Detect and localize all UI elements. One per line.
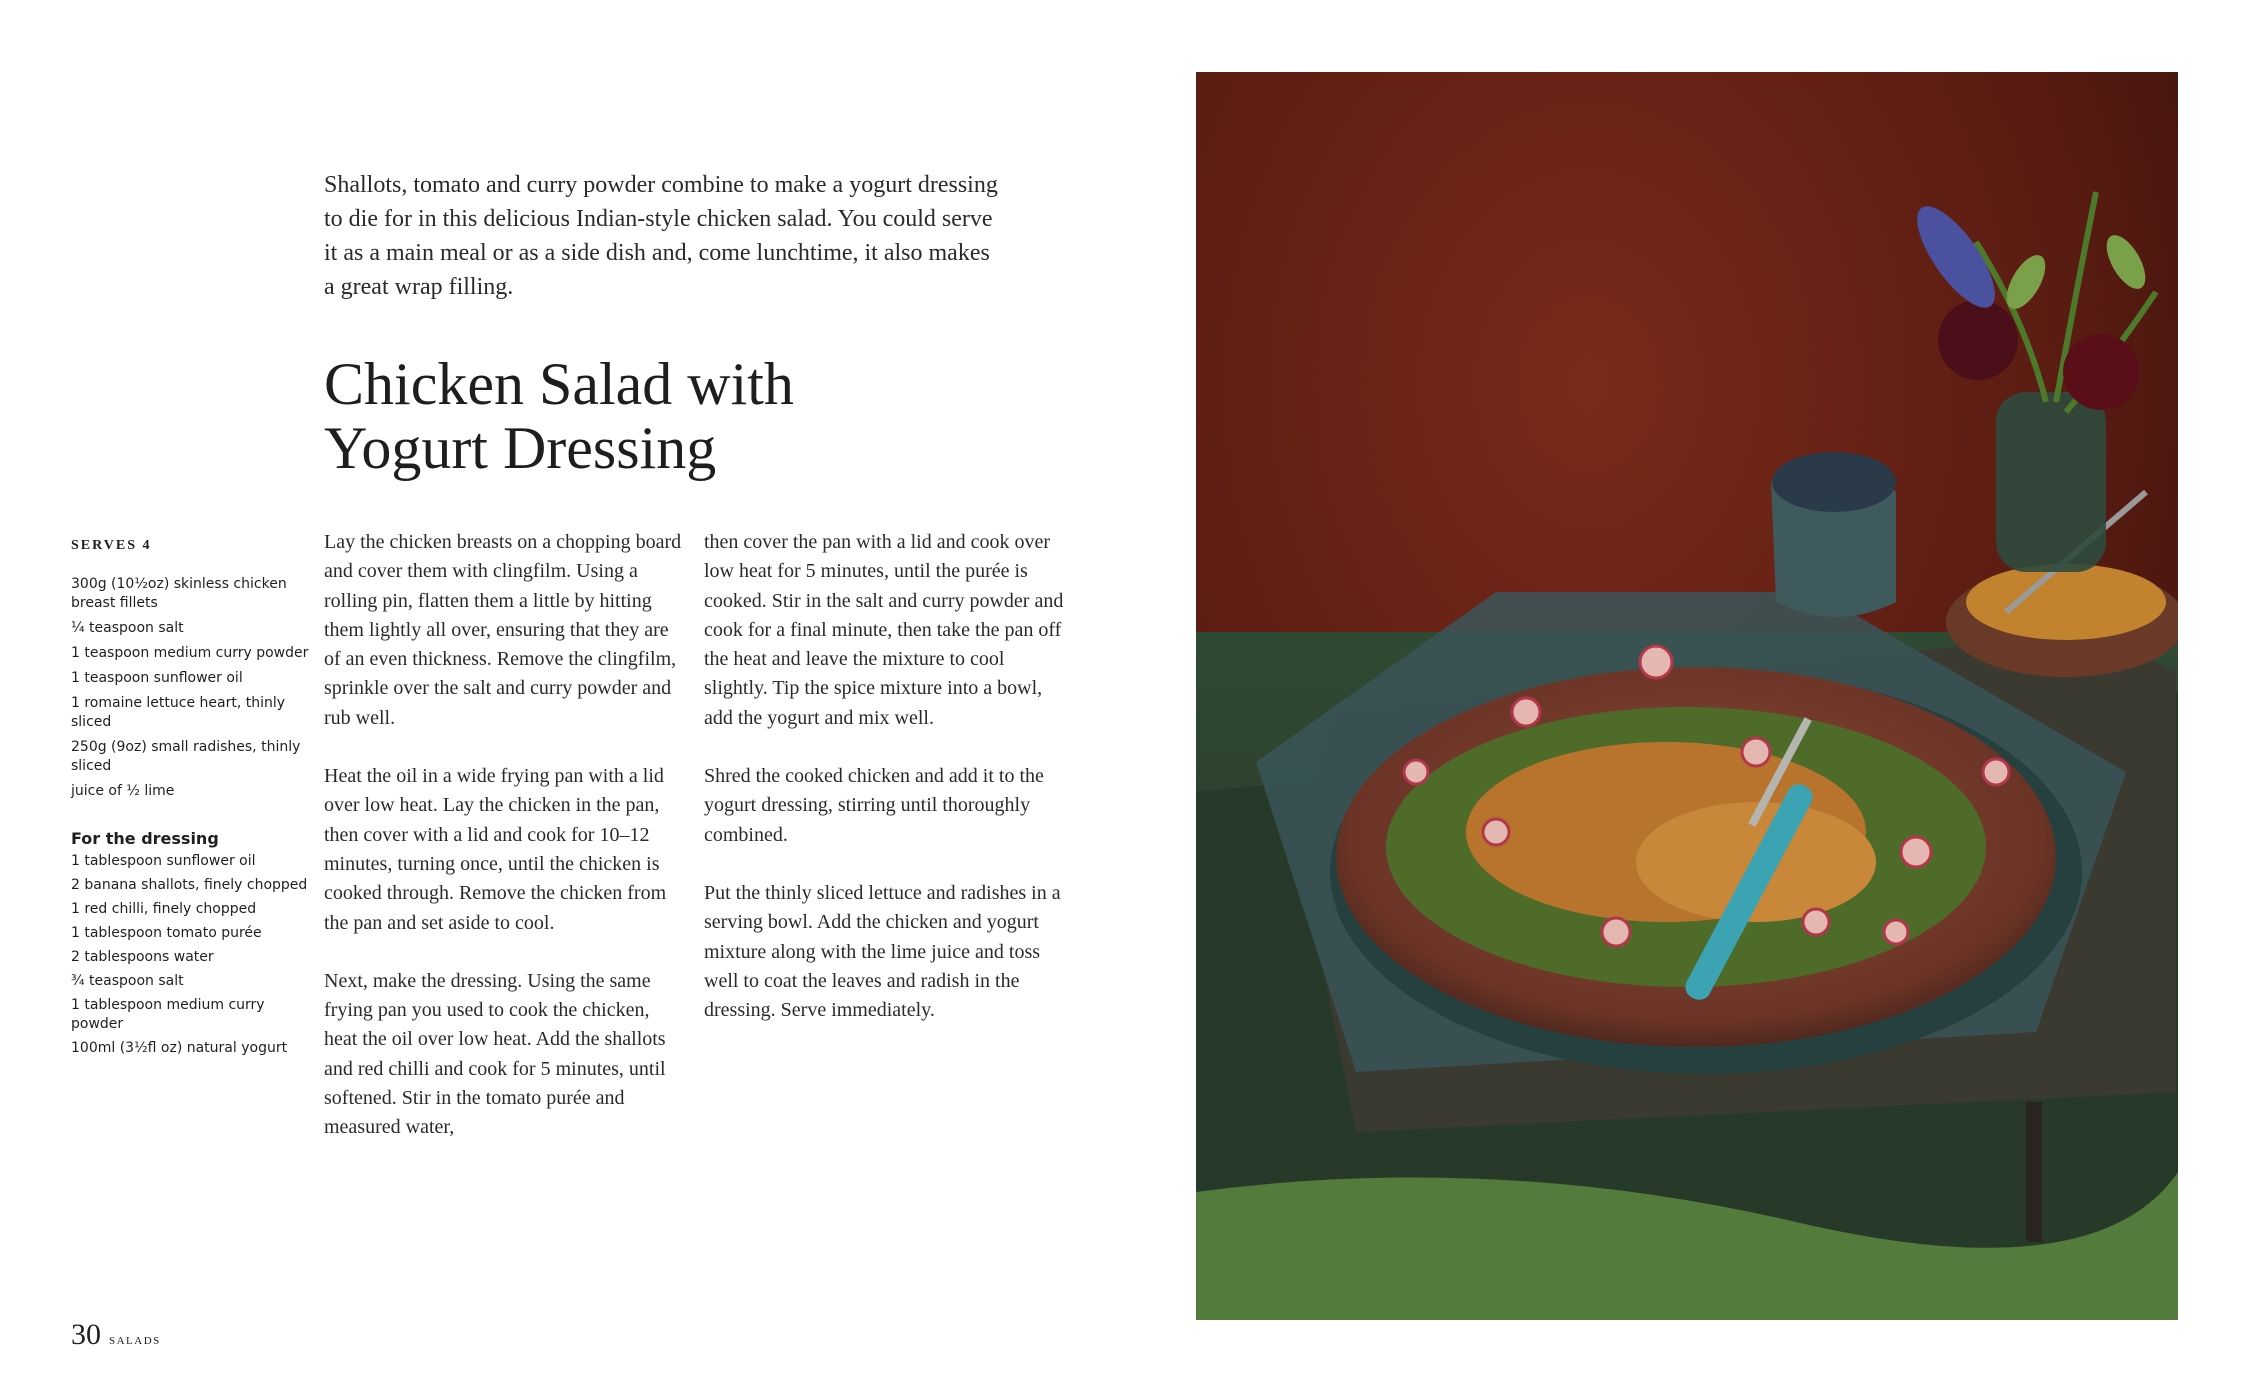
ingredient-item: juice of ½ lime (71, 783, 175, 799)
method-step-3-part-2: then cover the pan with a lid and cook over low heat for 5 minutes, until the purée is cooked. Stir in the salt and curry powder and cook for a final minute, then take the pan off the heat and leave the mixture to cool slightly. Tip the spice mixture into a bowl, add the yogurt and mix well. (704, 531, 1064, 729)
method-step-3-part-1: Next, make the dressing. Using the same frying pan you used to cook the chicken, heat the oil over low heat. Add the shallots and red chilli and cook for 5 minutes, until softened. Stir in the tomato purée and measured water, (324, 969, 666, 1139)
dressing-item: 1 tablespoon medium curry powder (71, 997, 265, 1032)
serves-label: SERVES 4 (71, 538, 152, 553)
dressing-item: 1 tablespoon tomato purée (71, 925, 262, 941)
method-step-5: Put the thinly sliced lettuce and radishes in a serving bowl. Add the chicken and yogurt mixture along with the lime juice and toss well to coat the leaves and radish in the dressing. Serve immediately. (704, 881, 1061, 1022)
ingredients-panel (71, 536, 311, 1063)
method-column-2 (704, 528, 1064, 1054)
method-step-4: Shred the cooked chicken and add it to the yogurt dressing, stirring until thoroughly combined. (704, 765, 1044, 846)
ingredient-item: 300g (10½oz) skinless chicken breast fillets (71, 576, 287, 611)
page-footer (71, 1318, 161, 1352)
ingredient-item: 1 romaine lettuce heart, thinly sliced (71, 695, 286, 730)
dressing-heading: For the dressing (71, 829, 219, 848)
dish-photo (1196, 72, 2178, 1320)
dressing-item: 100ml (3½fl oz) natural yogurt (71, 1040, 288, 1056)
dish-photo-illustration (1196, 72, 2178, 1320)
ingredient-item: ¼ teaspoon salt (71, 620, 184, 636)
ingredient-item: 1 teaspoon medium curry powder (71, 645, 309, 661)
ingredient-item: 250g (9oz) small radishes, thinly sliced (71, 739, 301, 774)
method-step-2: Heat the oil in a wide frying pan with a lid over low heat. Lay the chicken in the pan, then cover with a lid and cook for 10–12 minutes, turning once, until the chicken is cooked through. Remove the chicken from the pan and set aside to cool. (324, 765, 667, 934)
recipe-title (324, 352, 924, 480)
recipe-title-line-1: Chicken Salad with (324, 351, 794, 417)
method-column-1 (324, 528, 684, 1172)
dressing-ingredient-list (71, 852, 311, 1058)
section-name: salads (109, 1331, 161, 1348)
dressing-item: 1 tablespoon sunflower oil (71, 853, 256, 869)
dressing-item: 2 tablespoons water (71, 949, 214, 965)
page-number: 30 (71, 1318, 101, 1351)
recipe-title-line-2: Yogurt Dressing (324, 415, 717, 481)
ingredient-list (71, 575, 311, 801)
dressing-item: ¾ teaspoon salt (71, 973, 184, 989)
ingredient-item: 1 teaspoon sunflower oil (71, 670, 243, 686)
dressing-item: 2 banana shallots, finely chopped (71, 877, 308, 893)
method-step-1: Lay the chicken breasts on a chopping board and cover them with clingfilm. Using a rolling pin, flatten them a little by hitting them lightly all over, ensuring that they are of an even thickness. Remove the clingfilm, sprinkle over the salt and curry powder and rub well. (324, 531, 682, 729)
dressing-item: 1 red chilli, finely chopped (71, 901, 257, 917)
intro-paragraph: Shallots, tomato and curry powder combine to make a yogurt dressing to die for in this delicious Indian-style chicken salad. You could serve it as a main meal or as a side dish and, come lunchtime, it also makes a great wrap filling. (324, 172, 998, 300)
